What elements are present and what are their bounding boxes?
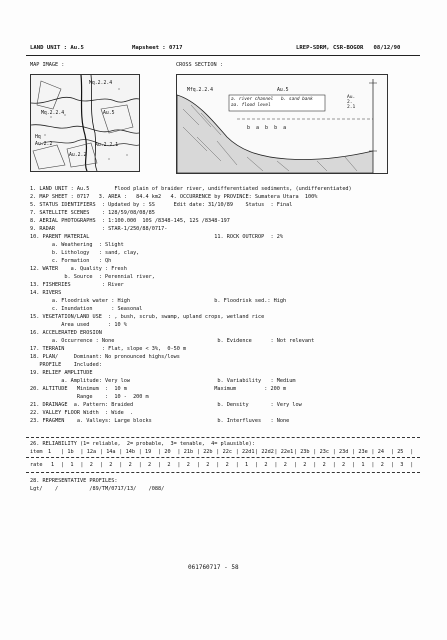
attribute-line: b. Lithology : sand, clay, (30, 250, 140, 256)
reliability-rate: 2 (109, 462, 113, 468)
reliability-item: 22d2 (261, 449, 274, 455)
reliability-rate: 2 (89, 462, 93, 468)
mapsheet-header: Mapsheet : 0717 (132, 45, 183, 51)
reliability-item: 22e1 (280, 449, 294, 455)
map-label: Hq (35, 135, 41, 140)
reliability-rate: 2 (322, 462, 326, 468)
reliability-separator: | (293, 462, 297, 468)
header-divider (26, 55, 420, 56)
reliability-separator: | (119, 462, 123, 468)
reliability-separator: | (80, 462, 84, 468)
attribute-line: 16. ACCELERATED EROSION (30, 330, 102, 336)
reliability-rate: 1 (245, 462, 249, 468)
attribute-line: 20. ALTITUDE Minimum : 10 m Maximum : 200 m (30, 386, 287, 392)
reliability-rate: 2 (303, 462, 307, 468)
map-label: Au.2.2 (69, 153, 87, 158)
reliability-separator: | (332, 462, 336, 468)
attribute-line: 15. VEGETATION/LAND USE : , bush, scrub, swamp, upland crops, wetland rice (30, 314, 265, 320)
reliability-item: 24 (377, 449, 385, 455)
reliability-rate: 2 (225, 462, 229, 468)
reliability-rate: 2 (206, 462, 210, 468)
attribute-line: 21. DRAINAGE a. Pattern: Braided b. Density : Very low (30, 402, 302, 408)
attribute-line: a. Weathering : Slight (30, 242, 124, 248)
attribute-line: 12. WATER a. Quality : Fresh (30, 266, 127, 272)
attribute-line: a. Floodrisk water : High b. Floodrisk sed.: High (30, 298, 287, 304)
xsec-label: Mfq.2.2.4 (187, 88, 213, 93)
reliability-item: 23d (339, 449, 349, 455)
attribute-line: Area used : 10 % (30, 322, 127, 328)
reliability-item: 14a (106, 449, 116, 455)
reliability-separator: | (216, 462, 220, 468)
reliability-separator: | (138, 449, 142, 455)
reliability-separator: | (352, 462, 356, 468)
reliability-rate: 3 (400, 462, 404, 468)
reliability-separator: | (313, 462, 317, 468)
reliability-separator: | (138, 462, 142, 468)
reliability-separator: | (80, 449, 84, 455)
reliability-separator: | (255, 449, 259, 455)
attribute-line: PROFILE Included: (30, 362, 102, 368)
reliability-separator: | (216, 449, 220, 455)
reliability-separator: | (196, 449, 200, 455)
reliability-rate: 1 (70, 462, 74, 468)
attribute-line: 17. TERRAIN : Flat, slope < 3%, 0-50 m (30, 346, 187, 352)
reliability-separator: | (99, 462, 103, 468)
xsec-legend-river-channel: a. river channel (231, 97, 274, 102)
reliability-separator: | (158, 462, 162, 468)
reliability-bottom-rule (26, 472, 420, 473)
attribute-line: 23. FRAGMEN a. Valleys: Large blocks b. Interfluves : None (30, 418, 290, 424)
reliability-separator: | (119, 449, 123, 455)
profiles-title: 28. REPRESENTATIVE PROFILES: (30, 478, 118, 484)
reliability-separator: | (61, 449, 65, 455)
map-image (30, 74, 140, 172)
reliability-rate: 2 (128, 462, 132, 468)
reliability-separator: | (274, 449, 278, 455)
reliability-separator: | (332, 449, 336, 455)
reliability-separator: | (390, 449, 394, 455)
attribute-line: b. Source : Perennial river, (30, 274, 155, 280)
reliability-rate: 2 (186, 462, 190, 468)
reliability-separator: | (274, 462, 278, 468)
reliability-top-rule (26, 437, 420, 438)
profiles-line: Lgt/ / /89/TM/0717/13/ /088/ (30, 486, 165, 492)
map-label: Au.2.2 (35, 142, 53, 147)
attribute-line: 19. RELIEF AMPLITUDE (30, 370, 93, 376)
reliability-separator: | (61, 462, 65, 468)
cross-section-title: CROSS SECTION : (176, 62, 223, 68)
reliability-rate: 2 (148, 462, 152, 468)
reliability-rate: 1 (361, 462, 365, 468)
attribute-line: Range : 10 - 200 m (30, 394, 149, 400)
reliability-separator: | (293, 449, 297, 455)
reliability-item: 19 (145, 449, 152, 455)
attribute-line: 7. SATELLITE SCENES : 128/59/08/08/85 (30, 210, 155, 216)
reliability-mid-rule (26, 457, 420, 458)
map-label: Au.2.2.1 (95, 143, 119, 148)
reliability-item: 1b (67, 449, 74, 455)
attribute-line: 9. RADAR : STAR-1/250/88/0717- (30, 226, 168, 232)
reliability-separator: | (196, 462, 200, 468)
xsec-vertical-label: Au.2.2.1 (347, 95, 356, 110)
reliability-item: 20 (164, 449, 171, 455)
page-footer: 061760717 - 58 (188, 564, 239, 571)
map-label: Mq.2.2.4 (41, 111, 65, 116)
reliability-rate: 2 (264, 462, 268, 468)
reliability-rate: 2 (167, 462, 171, 468)
reliability-item: 23b (300, 449, 310, 455)
xsec-legend-flood-level: aa. flood level (231, 103, 271, 108)
reliability-separator: | (99, 449, 103, 455)
reliability-separator: | (177, 449, 181, 455)
land-unit-header: LAND UNIT : Au.5 (30, 45, 84, 51)
reliability-rate: 1 (51, 462, 55, 468)
xsec-label: Au.5 (277, 88, 289, 93)
reliability-rate: 2 (380, 462, 384, 468)
reliability-separator: | (410, 462, 414, 468)
attribute-line: c. Inundation : Seasonal (30, 306, 143, 312)
cross-section (176, 74, 388, 174)
reliability-item: 25 (397, 449, 404, 455)
attribute-line: 10. PARENT MATERIAL 11. ROCK OUTCROP : 2% (30, 234, 283, 240)
attribute-line: 22. VALLEY FLOOR Width : Wide . (30, 410, 134, 416)
attribute-line: 8. AERIAL PHOTOGRAPHS : 1:100.000 10S /8348-145, 12S /8348-197 (30, 218, 230, 224)
reliability-title: 26. RELIABILITY (1= reliable, 2= probable, 3= tenable, 4= plausible): (30, 441, 255, 447)
attribute-line: 18. PLAN/ Dominant: No pronounced highs/lows (30, 354, 180, 360)
reliability-separator: | (255, 462, 259, 468)
map-label: Mq.2.2.4 (89, 81, 113, 86)
attribute-line: 14. RIVERS (30, 290, 62, 296)
attribute-line: 5. STATUS IDENTIFIERS : Updated by : SS Edit date: 31/10/89 Status : Final (30, 202, 293, 208)
reliability-item: 23e (358, 449, 368, 455)
reliability-rate: 2 (283, 462, 287, 468)
reliability-separator: | (352, 449, 356, 455)
attribute-line: c. Formation : Qh (30, 258, 112, 264)
attribute-line: 1. LAND UNIT : Au.5 Flood plain of braider river, undifferentiated sediments, (undifferentiated) (30, 186, 352, 192)
xsec-unit-letters: b a b b a (247, 125, 287, 131)
reliability-separator: | (177, 462, 181, 468)
institution-header: LREP-SDRM, CSR-BOGOR 08/12/90 (296, 45, 401, 51)
reliability-item: 22d1 (242, 449, 255, 455)
reliability-separator: | (390, 462, 394, 468)
attribute-line: a. Occurrence : None b. Evidence : Not relevant (30, 338, 315, 344)
reliability-separator: | (235, 449, 239, 455)
reliability-rate: 2 (342, 462, 346, 468)
xsec-legend-sand-bank: b. sand bank (281, 97, 313, 102)
reliability-item: 22c (222, 449, 232, 455)
reliability-item: 1 (48, 449, 52, 455)
reliability-separator: | (158, 449, 162, 455)
reliability-separator: | (371, 462, 375, 468)
reliability-item: 14b (125, 449, 135, 455)
attribute-line: a. Amplitude: Very low b. Variability : Medium (30, 378, 296, 384)
reliability-separator: | (410, 449, 414, 455)
reliability-separator: | (371, 449, 375, 455)
reliability-item-label: item (30, 449, 43, 455)
reliability-separator: | (313, 449, 317, 455)
map-label: Au.5 (103, 111, 115, 116)
attribute-line: 2. MAP SHEET : 0717 3. AREA : 84.4 km2 4. OCCURRENCE by PROVINCE: Sumatera Utara 100% (30, 194, 318, 200)
reliability-rate-label: rate (30, 462, 43, 468)
reliability-separator: | (235, 462, 239, 468)
attribute-line: 13. FISHERIES : River (30, 282, 124, 288)
reliability-item: 22b (203, 449, 213, 455)
map-image-title: MAP IMAGE : (30, 62, 65, 68)
reliability-item: 21b (183, 449, 194, 455)
reliability-item: 23c (319, 449, 329, 455)
reliability-item: 12a (86, 449, 97, 455)
